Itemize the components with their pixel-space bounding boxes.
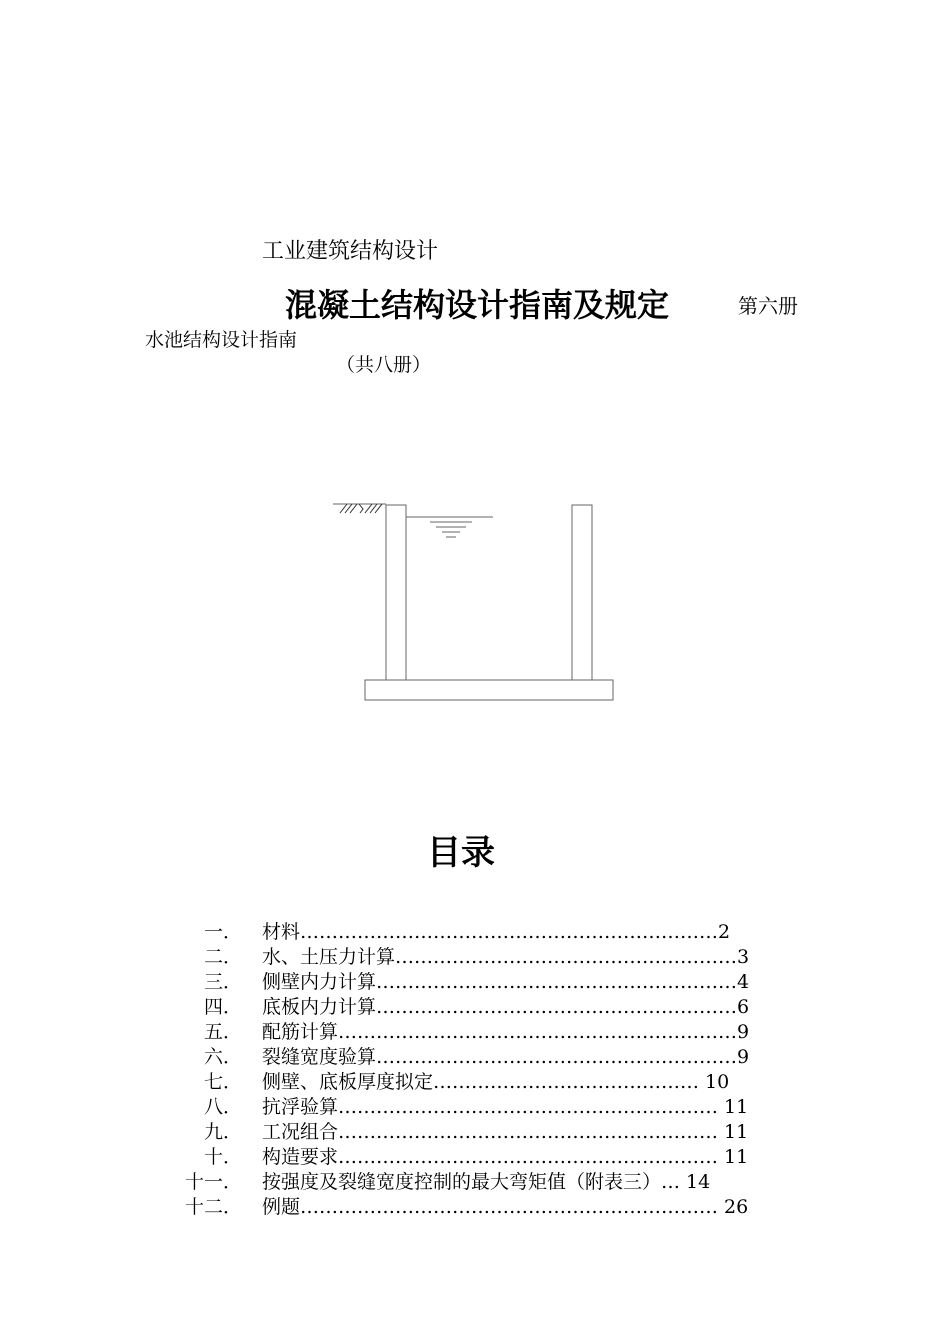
toc-entry-number: 六．: [203, 1046, 242, 1068]
tank-right-wall: [572, 505, 592, 680]
toc-entry[interactable]: [0, 970, 950, 995]
toc-entry-text: 配筋计算………………………………………………………9: [262, 1021, 750, 1043]
toc-entry-text: 工况组合…………………………………………………… 11: [262, 1121, 749, 1143]
set-count: （共八册）: [336, 354, 432, 376]
toc-entry-number: 十二．: [184, 1196, 242, 1218]
toc-entry[interactable]: [0, 920, 950, 945]
toc-entry[interactable]: [0, 1145, 950, 1170]
toc-entry-text: 裂缝宽度验算…………………………………………………9: [262, 1046, 750, 1068]
toc-entry-number: 三．: [203, 971, 242, 993]
toc-entry-number: 八．: [203, 1096, 242, 1118]
toc-entry-number: 十．: [203, 1146, 242, 1168]
toc-entry-text: 按强度及裂缝宽度控制的最大弯矩值（附表三）… 14: [262, 1171, 711, 1193]
toc-entry-number: 九．: [203, 1121, 242, 1143]
toc-entry-text: 底板内力计算…………………………………………………6: [262, 996, 750, 1018]
toc-entry-text: 材料…………………………………………………………2: [262, 921, 731, 943]
toc-entry-number: 十一．: [184, 1171, 242, 1193]
toc-entry[interactable]: [0, 1045, 950, 1070]
toc-entry[interactable]: [0, 945, 950, 970]
toc-entry-number: 一．: [203, 921, 242, 943]
toc-entry[interactable]: [0, 1120, 950, 1145]
toc-entry[interactable]: [0, 995, 950, 1020]
toc-entry[interactable]: [0, 1070, 950, 1095]
toc-heading: 目录: [427, 833, 495, 873]
tank-left-wall: [386, 505, 406, 680]
toc-entry-text: 构造要求…………………………………………………… 11: [262, 1146, 749, 1168]
toc-entry-text: 例题………………………………………………………… 26: [262, 1196, 749, 1218]
soil-hatching: [340, 504, 382, 513]
toc-entry[interactable]: [0, 1020, 950, 1045]
toc-entry-text: 侧壁、底板厚度拟定…………………………………… 10: [262, 1071, 730, 1093]
volume-label: 第六册: [738, 294, 798, 318]
toc-entry-number: 七．: [203, 1071, 242, 1093]
toc-entry[interactable]: [0, 1195, 950, 1220]
subtitle: 水池结构设计指南: [145, 329, 298, 351]
toc-entry-number: 五．: [203, 1021, 242, 1043]
toc-entry-number: 四．: [203, 996, 242, 1018]
toc-entry-text: 侧壁内力计算…………………………………………………4: [262, 971, 750, 993]
tank-base-slab: [365, 680, 613, 700]
toc-entry[interactable]: [0, 1095, 950, 1120]
main-title: 混凝土结构设计指南及规定: [285, 286, 670, 324]
series-title: 工业建筑结构设计: [262, 239, 439, 264]
toc-entry-number: 二．: [203, 946, 242, 968]
toc-entry-text: 抗浮验算…………………………………………………… 11: [262, 1096, 749, 1118]
toc-entry-text: 水、土压力计算………………………………………………3: [262, 946, 750, 968]
toc-entry[interactable]: [0, 1170, 950, 1195]
water-tank-section-diagram: [330, 500, 620, 705]
